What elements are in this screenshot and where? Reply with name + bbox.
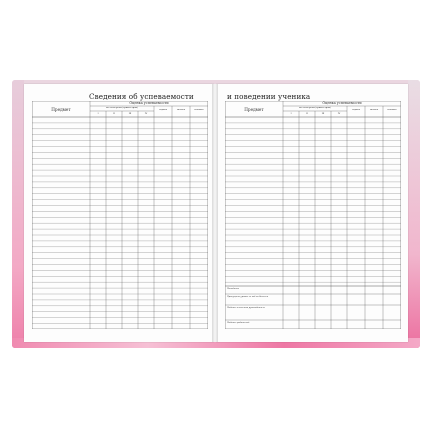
- grade-table-right-grid: [225, 101, 401, 329]
- absences-label: Пропущено уроков за год по болезни: [227, 296, 269, 298]
- grade-table-right: [225, 101, 401, 329]
- term-1-header: I: [97, 112, 99, 115]
- term-3-header: III: [128, 112, 132, 115]
- term-4-header: IV: [144, 112, 148, 115]
- grade-table-left-grid: [32, 101, 208, 329]
- cover-edge-left: [12, 80, 24, 348]
- parent-signature-label: Подпись родителей: [227, 322, 250, 324]
- cover-edge-right: [408, 80, 420, 348]
- behavior-label: Поведение: [227, 288, 239, 290]
- subject-header: Предмет: [244, 107, 264, 112]
- exam-header: экзамен: [176, 109, 186, 111]
- subject-header: Предмет: [51, 107, 71, 112]
- annual-header: годовая: [352, 109, 360, 111]
- spread-title-right: и поведении ученика: [227, 92, 311, 101]
- grade-table-left: [32, 101, 208, 329]
- term-1-header: I: [290, 112, 292, 115]
- annual-header: годовая: [159, 109, 167, 111]
- page-gutter: [212, 84, 218, 342]
- exam-header: экзамен: [369, 109, 379, 111]
- term-2-header: II: [306, 112, 308, 115]
- teacher-signature-label: Подпись классного руководителя: [227, 307, 265, 309]
- grades-header: Оценка успеваемости: [129, 101, 169, 105]
- final-header: итоговая: [194, 109, 204, 111]
- grades-header: Оценка успеваемости: [322, 101, 362, 105]
- term-3-header: III: [321, 112, 325, 115]
- term-header: по четвертям (триместрам): [299, 106, 331, 109]
- final-header: итоговая: [387, 109, 397, 111]
- term-4-header: IV: [337, 112, 341, 115]
- term-2-header: II: [113, 112, 115, 115]
- term-header: по четвертям (триместрам): [106, 106, 138, 109]
- spread-title-left: Сведения об успеваемости: [89, 92, 194, 101]
